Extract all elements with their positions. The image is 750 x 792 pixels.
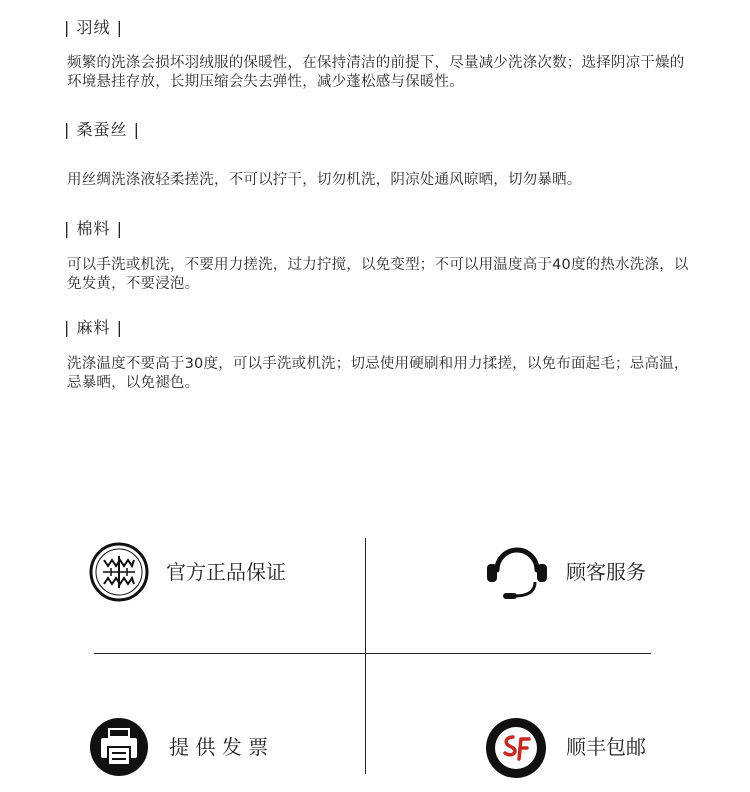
section-body-down: 频繁的洗涤会损坏羽绒服的保暖性，在保持清洁的前提下，尽量减少洗涤次数；选择阴凉干燥的环境悬挂存放，长期压缩会失去弹性，减少蓬松感与保暖性。 <box>67 55 685 90</box>
section-title-silk: | 桑蚕丝 | <box>64 120 140 139</box>
invoice-label: 提 供 发 票 <box>169 735 269 759</box>
customer-service-label: 顾客服务 <box>566 560 646 584</box>
section-title-down: | 羽绒 | <box>64 18 123 37</box>
grid-divider-horizontal <box>94 653 651 654</box>
sf-express-icon <box>485 717 545 777</box>
printer-icon <box>89 717 149 777</box>
section-title-cotton: | 棉料 | <box>64 219 123 238</box>
authentic-guarantee-label: 官方正品保证 <box>166 560 286 584</box>
shipping-label: 顺丰包邮 <box>566 735 646 759</box>
grid-divider-vertical <box>365 538 366 774</box>
section-body-silk: 用丝绸洗涤液轻柔搓洗，不可以拧干，切勿机洗，阴凉处通风晾晒，切勿暴晒。 <box>67 172 582 188</box>
section-body-linen: 洗涤温度不要高于30度，可以手洗或机洗；切忌使用硬刷和用力揉搓，以免布面起毛；忌高温，忌暴晒，以免褪色。 <box>67 356 689 391</box>
headset-icon <box>485 538 549 602</box>
section-title-linen: | 麻料 | <box>64 318 123 337</box>
section-body-cotton: 可以手洗或机洗，不要用力搓洗，过力拧搅，以免变型；不可以用温度高于40度的热水洗涤，以免发黄，不要浸泡。 <box>67 257 689 292</box>
authentic-seal-icon <box>89 542 149 602</box>
